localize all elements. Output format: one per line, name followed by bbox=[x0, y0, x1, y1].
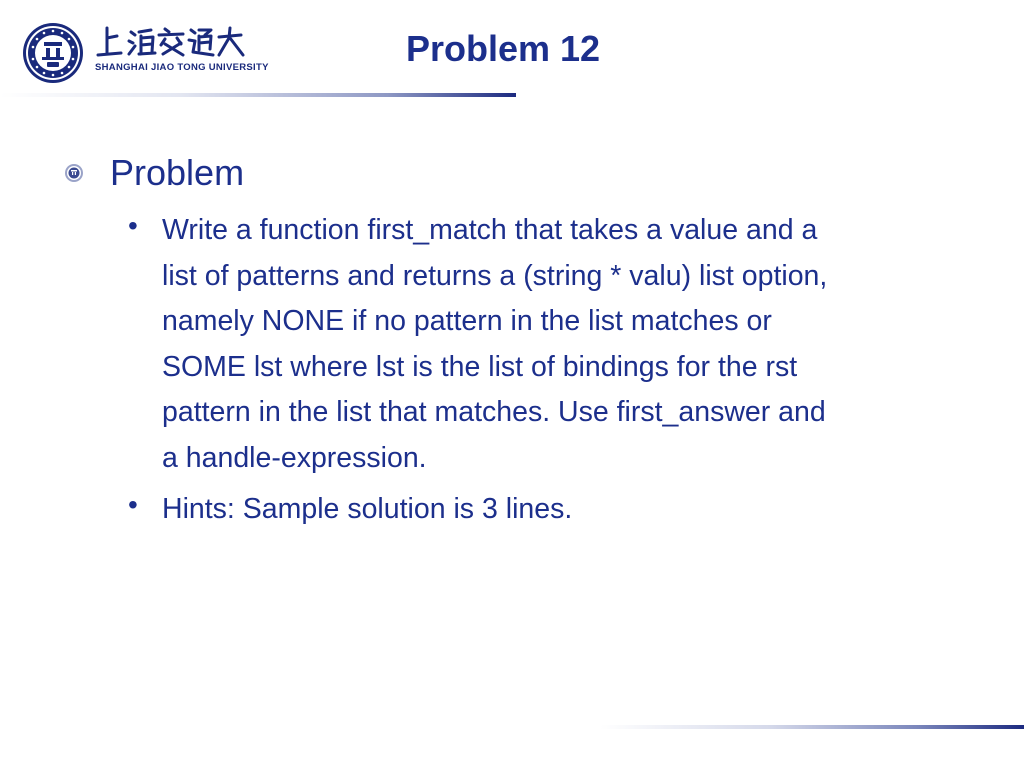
bullet-line: Hints: Sample solution is 3 lines. bbox=[162, 493, 573, 525]
university-logo bbox=[22, 22, 269, 86]
bullet-item bbox=[162, 487, 982, 533]
bullet-line: SOME lst where lst is the list of bindings for the rst bbox=[162, 350, 798, 383]
university-chinese-calligraphy bbox=[95, 24, 260, 60]
bullet-line: pattern in the list that matches. Use first_answer and bbox=[162, 396, 826, 428]
university-seal-icon bbox=[22, 22, 84, 84]
header-divider bbox=[0, 93, 516, 97]
university-english-name: SHANGHAI JIAO TONG UNIVERSITY bbox=[95, 62, 269, 73]
footer-divider bbox=[600, 725, 1024, 729]
bullet-line: list of patterns and returns a (string * valu) list option, bbox=[162, 259, 828, 292]
seal-bullet-icon bbox=[64, 163, 84, 183]
bullet-dot-icon: • bbox=[128, 489, 138, 520]
bullet-line: Write a function first_match that takes a value and a bbox=[162, 214, 818, 246]
bullet-line: namely NONE if no pattern in the list matches or bbox=[162, 305, 772, 337]
bullet-heading: Problem bbox=[110, 152, 245, 193]
bullet-dot-icon: • bbox=[128, 210, 138, 241]
bullet-item bbox=[162, 208, 982, 481]
bullet-line: a handle-expression. bbox=[162, 441, 427, 474]
slide-title: Problem 12 bbox=[406, 28, 601, 69]
